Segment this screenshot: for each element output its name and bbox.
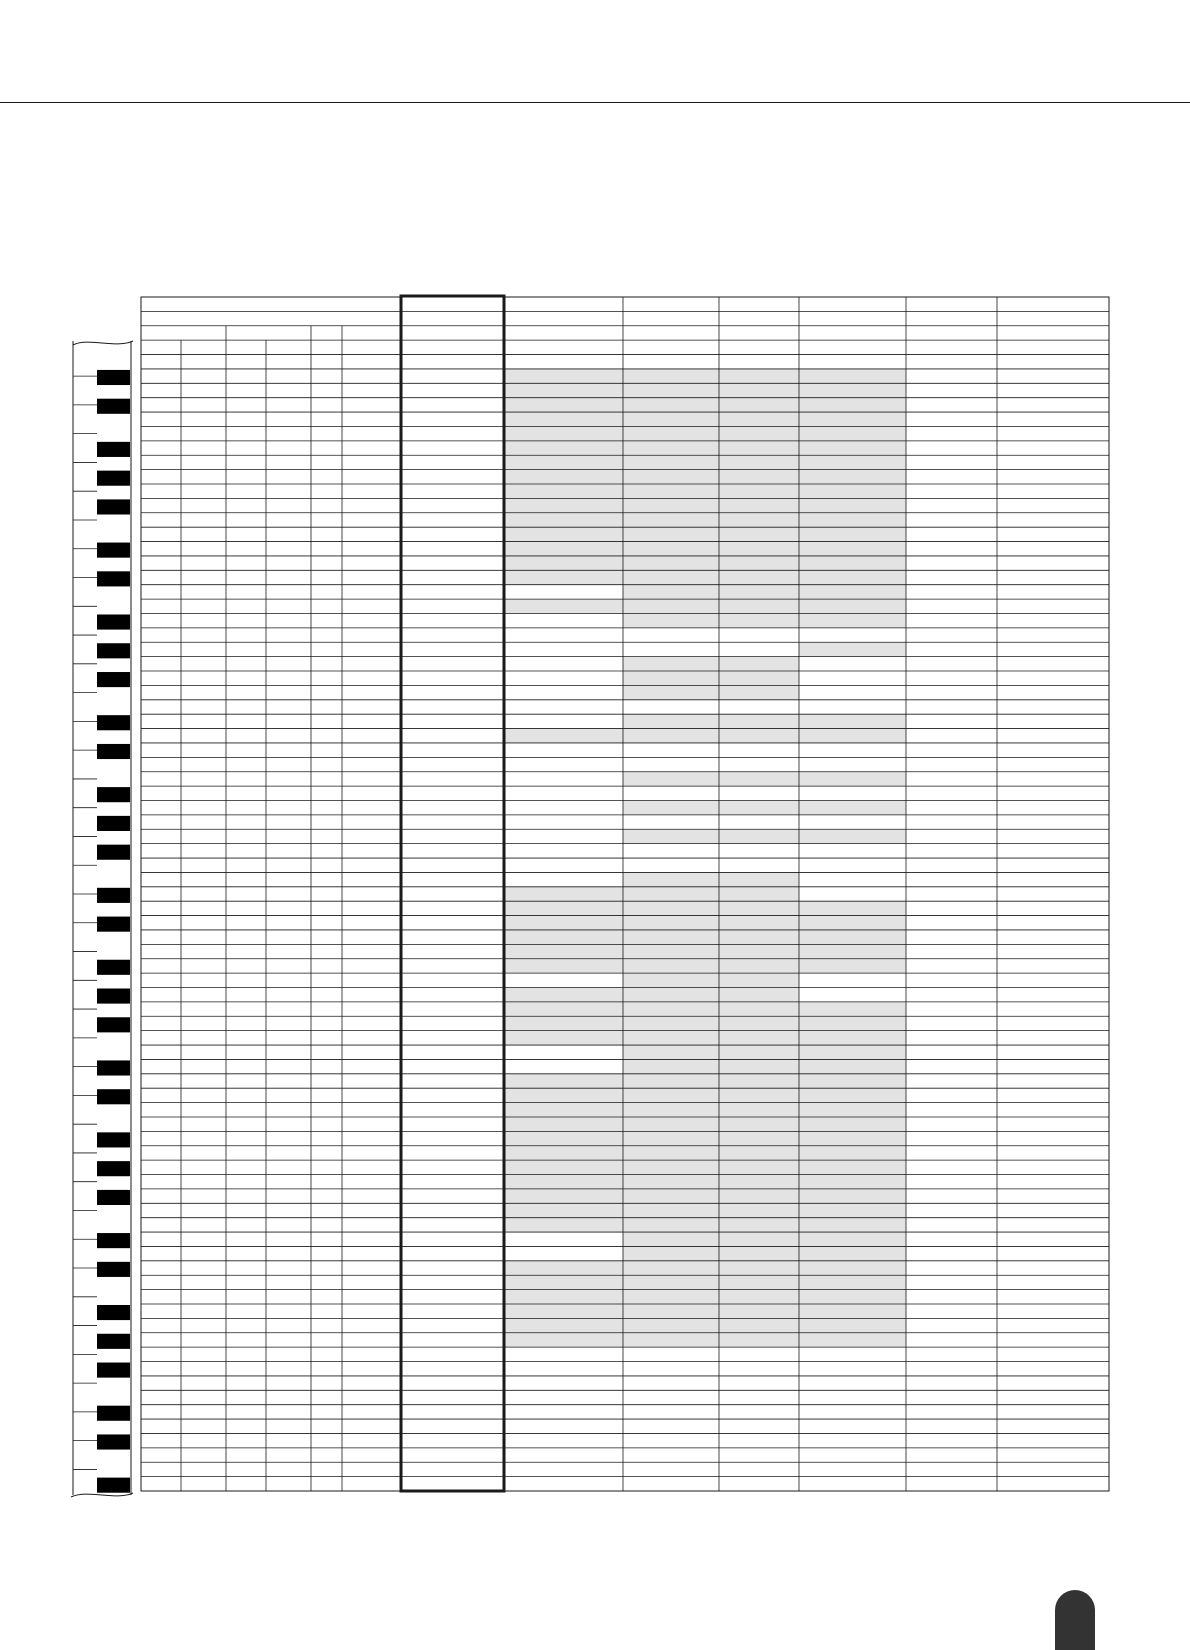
shaded-cell bbox=[623, 714, 906, 728]
black-key bbox=[97, 845, 130, 860]
shaded-cell bbox=[504, 1088, 906, 1102]
shaded-cell bbox=[504, 426, 906, 440]
black-key bbox=[97, 917, 130, 932]
shaded-cell bbox=[623, 1045, 906, 1059]
black-key bbox=[97, 672, 130, 687]
black-key bbox=[97, 744, 130, 759]
black-key bbox=[97, 1434, 130, 1449]
black-key bbox=[97, 1161, 130, 1176]
shaded-cell bbox=[504, 527, 906, 541]
shaded-cell bbox=[623, 973, 799, 987]
black-key bbox=[97, 571, 130, 586]
shaded-cell bbox=[504, 455, 906, 469]
shaded-cell bbox=[504, 369, 906, 383]
shaded-cell bbox=[504, 1002, 906, 1016]
shaded-cell bbox=[504, 1189, 906, 1203]
black-key bbox=[97, 1363, 130, 1378]
black-key bbox=[97, 543, 130, 558]
shaded-cell bbox=[623, 772, 906, 786]
shaded-cell bbox=[623, 671, 799, 685]
shaded-cell bbox=[504, 1117, 906, 1131]
black-key bbox=[97, 1017, 130, 1032]
shaded-cell bbox=[504, 988, 799, 1002]
shaded-cell bbox=[504, 412, 906, 426]
shaded-cell bbox=[623, 585, 906, 599]
keyboard-break-top bbox=[73, 341, 133, 345]
shaded-cell bbox=[504, 1160, 906, 1174]
shaded-cell bbox=[504, 398, 906, 412]
shaded-cell bbox=[504, 1203, 906, 1217]
shaded-cell bbox=[504, 1290, 906, 1304]
black-key bbox=[97, 1190, 130, 1205]
shaded-cell bbox=[504, 383, 906, 397]
shaded-cell bbox=[504, 570, 906, 584]
shaded-cell bbox=[504, 542, 906, 556]
black-key bbox=[97, 1060, 130, 1075]
highlighted-column bbox=[401, 296, 504, 1491]
piano-keyboard-icon bbox=[71, 341, 133, 1497]
black-key bbox=[97, 643, 130, 658]
black-key bbox=[97, 1334, 130, 1349]
shaded-cell bbox=[623, 657, 799, 671]
shaded-cell bbox=[504, 1131, 906, 1145]
black-key bbox=[97, 1089, 130, 1104]
shaded-cell bbox=[799, 642, 906, 656]
black-key bbox=[97, 989, 130, 1004]
shaded-cell bbox=[504, 959, 906, 973]
shaded-cell bbox=[504, 1103, 906, 1117]
black-key bbox=[97, 471, 130, 486]
shaded-cell bbox=[504, 470, 906, 484]
shaded-cell bbox=[504, 1275, 906, 1289]
shaded-cell bbox=[504, 1318, 906, 1332]
shaded-cell bbox=[504, 441, 906, 455]
black-key bbox=[97, 1406, 130, 1421]
black-key bbox=[97, 399, 130, 414]
page-number-tab bbox=[1055, 1590, 1095, 1650]
shaded-cell bbox=[504, 930, 906, 944]
black-key bbox=[97, 715, 130, 730]
black-key bbox=[97, 1233, 130, 1248]
black-key bbox=[97, 816, 130, 831]
shaded-cell bbox=[504, 1261, 906, 1275]
shaded-cell bbox=[504, 901, 906, 915]
shaded-cell bbox=[504, 1333, 906, 1347]
shaded-cell bbox=[623, 1059, 906, 1073]
keyboard-break-bottom bbox=[71, 1493, 133, 1497]
shaded-cell bbox=[623, 800, 906, 814]
shaded-cell bbox=[504, 944, 906, 958]
shaded-cell bbox=[504, 1146, 906, 1160]
black-key bbox=[97, 370, 130, 385]
black-key bbox=[97, 787, 130, 802]
shaded-cell bbox=[504, 1016, 906, 1030]
shaded-cell bbox=[504, 916, 906, 930]
shaded-cell bbox=[504, 1304, 906, 1318]
black-key bbox=[97, 614, 130, 629]
shaded-cell bbox=[623, 685, 799, 699]
shaded-cell bbox=[504, 556, 906, 570]
black-key bbox=[97, 1478, 130, 1493]
shaded-cell bbox=[623, 829, 906, 843]
shaded-cell bbox=[504, 498, 906, 512]
black-key bbox=[97, 442, 130, 457]
shaded-cell bbox=[504, 1031, 906, 1045]
shaded-cell bbox=[504, 484, 906, 498]
shaded-cell bbox=[504, 1218, 906, 1232]
shaded-cell bbox=[623, 872, 799, 886]
shaded-cell bbox=[623, 1246, 906, 1260]
shaded-cell bbox=[623, 613, 906, 627]
shaded-cell bbox=[504, 1074, 906, 1088]
black-key bbox=[97, 1262, 130, 1277]
black-key bbox=[97, 1132, 130, 1147]
shaded-cell bbox=[504, 729, 906, 743]
shaded-cell bbox=[623, 1232, 906, 1246]
black-key bbox=[97, 888, 130, 903]
shaded-cell bbox=[504, 1175, 906, 1189]
black-key bbox=[97, 499, 130, 514]
shaded-cell bbox=[504, 513, 906, 527]
shaded-cell bbox=[504, 887, 799, 901]
black-key bbox=[97, 1305, 130, 1320]
shaded-cell bbox=[504, 599, 906, 613]
black-key bbox=[97, 960, 130, 975]
